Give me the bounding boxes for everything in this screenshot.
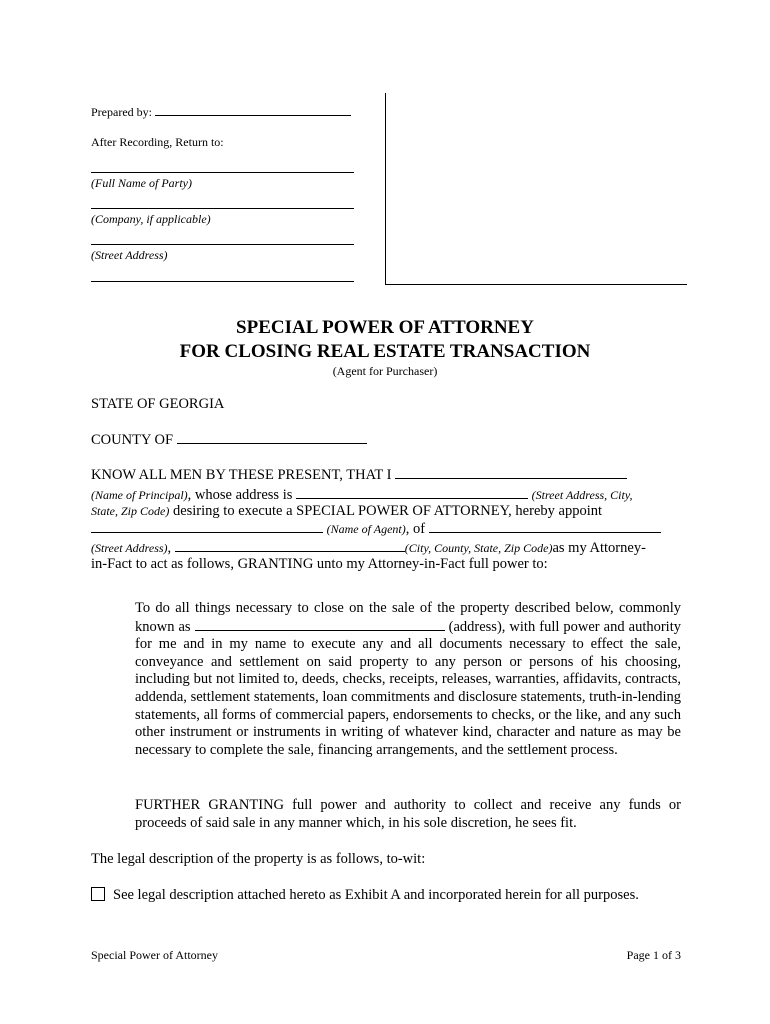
paragraph-authority-rest: (address), with full power and authority for me and in my name to execute any and all documents necessary to effect the sale, conveyance and settlement on said property to any person or persons of his choosing, including but not limited to, deeds, checks, receipts, releases, warranties, affidavits, contracts, addenda, settlement statements, loan commitments and disclosure statements, truth-in-lending statements, all forms of commercial papers, endorsements to checks, or the like, and any such other instrument or instruments in writing of whatever kind, character and nature as may be necessary to complete the sale, financing arrangements, and the settlement process.: [135, 618, 681, 758]
name-agent-label: (Name of Agent): [326, 522, 406, 536]
property-address-field[interactable]: [195, 618, 445, 631]
company-label: (Company, if applicable): [91, 212, 211, 226]
after-recording-label: After Recording, Return to:: [91, 135, 224, 149]
prepared-by-field[interactable]: [155, 103, 351, 116]
agent-name-field[interactable]: [91, 520, 323, 533]
footer-page-number: Page 1 of 3: [626, 948, 681, 962]
paragraph-authority-start: To do all things necessary to close on the sale of the property described below, commonly known as: [135, 600, 681, 635]
exhibit-checkbox-row: [91, 887, 639, 904]
agent-street-field[interactable]: [429, 520, 661, 533]
full-name-label: (Full Name of Party): [91, 176, 192, 190]
title-subtitle: (Agent for Purchaser): [332, 364, 438, 378]
desiring-text: desiring to execute a SPECIAL POWER OF ATTORNEY, hereby appoint: [169, 503, 602, 519]
name-principal-label: (Name of Principal): [91, 488, 188, 502]
know-all-line-5: [91, 539, 681, 557]
paragraph-authority: [135, 600, 681, 759]
city-county-label: (City, County, State, Zip Code): [404, 541, 553, 555]
footer-left: Special Power of Attorney: [91, 948, 218, 962]
county-field[interactable]: [177, 431, 367, 444]
county-label: COUNTY OF: [91, 432, 174, 448]
prepared-by-row: [91, 103, 361, 120]
county-row: [91, 431, 367, 449]
comma-text: ,: [167, 540, 172, 556]
whose-address-text: , whose address is: [187, 487, 293, 503]
agent-city-field[interactable]: [175, 539, 405, 552]
know-all-line-3: [91, 503, 681, 520]
title-line-1: SPECIAL POWER OF ATTORNEY: [236, 317, 534, 338]
state-zip-label: State, Zip Code): [91, 504, 170, 518]
as-my-text: as my Attorney-: [552, 540, 646, 556]
know-all-line-1: [91, 466, 681, 484]
principal-name-field[interactable]: [395, 466, 627, 479]
full-name-field[interactable]: [91, 172, 354, 173]
in-fact-text: in-Fact to act as follows, GRANTING unto my Attorney-in-Fact full power to:: [91, 556, 548, 572]
company-field[interactable]: [91, 208, 354, 209]
know-all-lead: KNOW ALL MEN BY THESE PRESENT, THAT I: [91, 467, 392, 483]
exhibit-checkbox-label: See legal description attached hereto as Exhibit A and incorporated herein for all purposes.: [113, 887, 639, 903]
prepared-by-label: Prepared by:: [91, 105, 152, 119]
recording-box-bottom-line: [385, 284, 687, 285]
street-city-label: (Street Address, City,: [531, 488, 633, 502]
know-all-line-4: [91, 520, 681, 538]
of-text: , of: [405, 521, 426, 537]
recording-box-vertical-line: [385, 93, 386, 284]
street-address-label: (Street Address): [91, 541, 168, 555]
know-all-line-2: [91, 486, 681, 504]
street-label: (Street Address): [91, 248, 168, 262]
exhibit-checkbox[interactable]: [91, 887, 105, 901]
state-label: STATE OF GEORGIA: [91, 396, 225, 412]
principal-address-field[interactable]: [296, 486, 528, 499]
know-all-line-6: [91, 556, 681, 573]
paragraph-further-granting: FURTHER GRANTING full power and authority to collect and receive any funds or proceeds of said sale in any manner which, in his sole discretion, he sees fit.: [135, 797, 681, 831]
title-line-2: FOR CLOSING REAL ESTATE TRANSACTION: [179, 341, 591, 362]
street-field[interactable]: [91, 244, 354, 245]
extra-address-field[interactable]: [91, 281, 354, 282]
legal-description-label: The legal description of the property is as follows, to-wit:: [91, 851, 426, 867]
